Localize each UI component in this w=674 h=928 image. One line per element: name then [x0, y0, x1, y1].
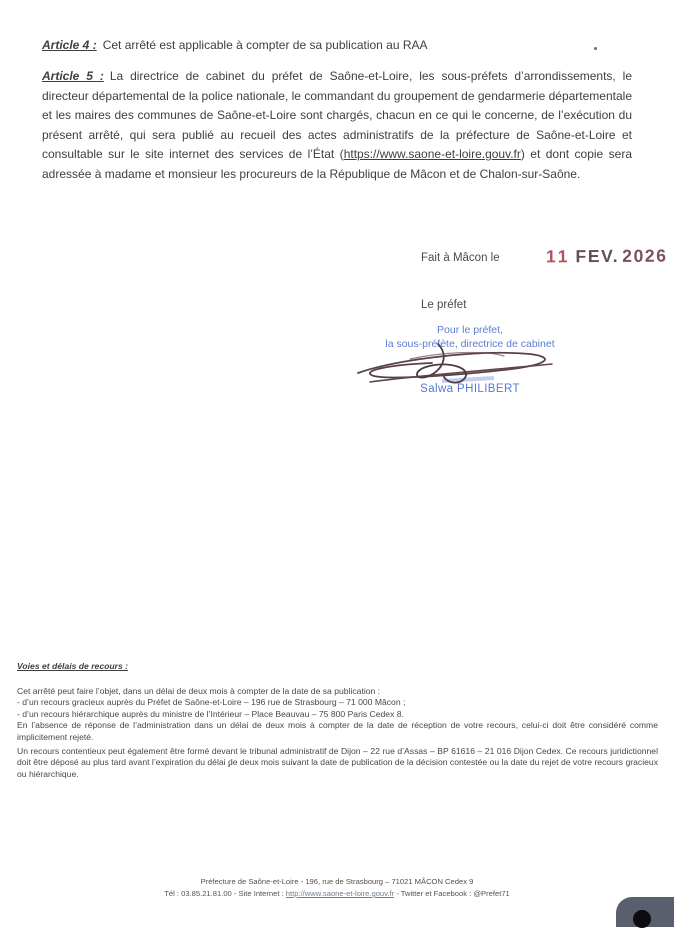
article-4-text: Cet arrêté est applicable à compter de sa publication au RAA: [102, 38, 428, 52]
recours-line: - d’un recours hiérarchique auprès du ministre de l’Intérieur – Place Beauvau – 75 800 Paris Cedex 8.: [17, 708, 404, 719]
article-5-label: Article 5 :: [42, 69, 104, 83]
signature-scribble-icon: [352, 339, 567, 389]
scan-speck: [594, 47, 597, 50]
footer-contact-suffix: - Twitter et Facebook : @Prefet71: [394, 889, 510, 898]
place-date-line: Fait à Mâcon le: [421, 252, 500, 264]
footer-website-link[interactable]: http://www.saone-et-loire.gouv.fr: [285, 889, 395, 898]
footer-contact-line: [0, 888, 674, 900]
recours-heading: Voies et délais de recours :: [17, 661, 128, 671]
date-stamp-year: 2026: [622, 245, 668, 266]
recours-line: - d’un recours gracieux auprès du Préfet de Saône-et-Loire – 196 rue de Strasbourg – 71 000 Mâcon ;: [17, 697, 406, 708]
signatory-name: Salwa PHILIBERT: [420, 383, 520, 395]
footer-address-line: Préfecture de Saône-et-Loire - 196, rue de Strasbourg – 71021 MÂCON Cedex 9: [200, 877, 474, 886]
recours-line: En l’absence de réponse de l’administration dans un délai de deux mois à compter de la date de réception de votre recours, celui-ci doit être considéré comme implicitement rejeté.: [17, 720, 658, 742]
date-stamp: [546, 246, 668, 268]
recours-line: Cet arrêté peut faire l’objet, dans un délai de deux mois à compter de la date de sa publication :: [17, 686, 381, 696]
article-5-paragraph: [42, 67, 632, 185]
article-5-text-before-link: La directrice de cabinet du préfet de Saône-et-Loire, les sous-préfets d’arrondissements, le directeur départemental de la police nationale, le commandant du groupement de gendarmerie départementale et les maires des communes de Saône-et-Loire sont chargés, chacun en ce qui le concerne, de l’exécution du présent arrêté, qui sera publié au recueil des actes administratifs de la préfecture de Saône-et-Loire et consultable sur le site internet des services de l’État (: [42, 69, 632, 162]
page-footer: [0, 876, 674, 900]
date-stamp-month: FEV.: [575, 245, 620, 267]
date-stamp-day: 11: [545, 246, 571, 267]
corner-overlay-glyph: [633, 910, 651, 928]
recours-line: Un recours contentieux peut également être formé devant le tribunal administratif de Dijon – 22 rue d’Assas – BP 61616 – 21 016 Dijon Cedex. Ce recours juridictionnel doit être déposé au plus tard avant l’expiration du délai de deux mois suivant la date de publication de la décision contestée ou la date du rejet de votre recours gracieux ou hiérarchique.: [17, 746, 658, 779]
article-4-label: Article 4 :: [42, 38, 97, 52]
article-5-text-after-link: ) et dont copie sera adressée à madame et monsieur les procureurs de la République de Mâcon et de Chalon-sur-Saône.: [42, 147, 632, 181]
article-4-paragraph: [42, 36, 632, 56]
corner-overlay-button[interactable]: [616, 897, 674, 927]
signatory-title: Le préfet: [421, 299, 467, 311]
article-5-website-link[interactable]: https://www.saone-et-loire.gouv.fr: [343, 147, 521, 162]
signature-stamp-line1: Pour le préfet,: [437, 324, 503, 336]
footer-contact-prefix: Tél : 03.85.21.81.00 - Site Internet :: [164, 889, 286, 898]
recours-body: [17, 686, 658, 780]
signature-stamp-line2: la sous-préfète, directrice de cabinet: [385, 337, 555, 350]
